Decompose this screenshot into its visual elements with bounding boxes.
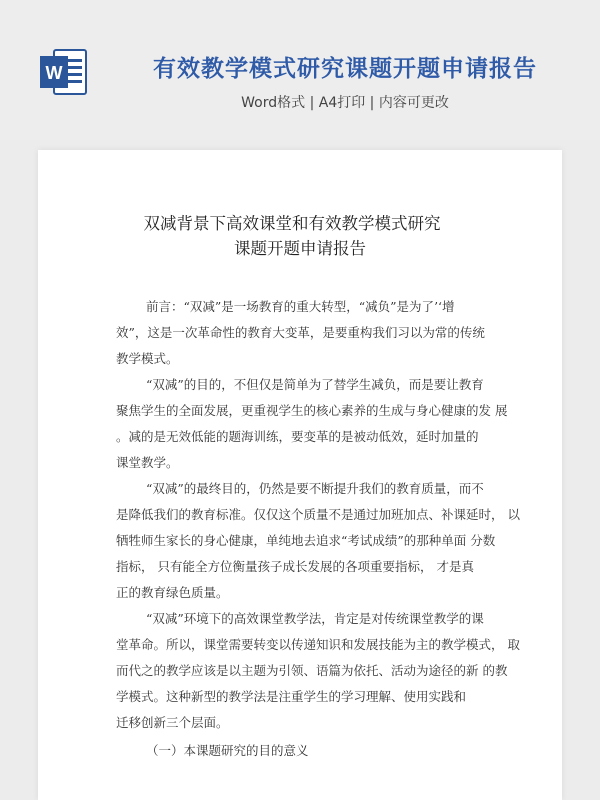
- document-title-line-1: 双减背景下高效课堂和有效教学模式研究: [143, 214, 441, 233]
- document-title-line-2: 课题开题申请报告: [234, 239, 366, 258]
- body-line: “双减”的最终目的，仍然是要不断提升我们的教育质量，而不: [146, 481, 484, 496]
- body-line: 效”，这是一次革命性的教育大变革，是要重构我们习以为常的传统: [116, 325, 485, 340]
- body-line: 正的教育绿色质量。: [116, 585, 229, 600]
- body-line: 迁移创新三个层面。: [116, 715, 229, 730]
- body-line: 而代之的教学应该是以主题为引领、语篇为依托、活动为途径的新 的教: [116, 663, 508, 678]
- body-line: 是降低我们的教育标准。仅仅这个质量不是通过加班加点、补课延时， 以: [116, 507, 520, 522]
- header-banner: [0, 0, 600, 140]
- body-line: 学模式。这种新型的教学法是注重学生的学习理解、使用实践和: [116, 689, 467, 704]
- body-line: 指标， 只有能全方位衡量孩子成长发展的各项重要指标， 才是真: [116, 559, 474, 574]
- document-page: [38, 150, 562, 800]
- banner-title: 有效教学模式研究课题开题申请报告: [153, 56, 537, 82]
- body-line: 。减的是无效低能的题海训练，要变革的是被动低效，延时加量的: [116, 429, 479, 444]
- body-line: “双减”环境下的高效课堂教学法，肯定是对传统课堂教学的课: [146, 611, 484, 626]
- banner-subtitle: Word格式 | A4打印 | 内容可更改: [241, 95, 449, 111]
- section-heading: （一）本课题研究的目的意义: [146, 743, 309, 758]
- body-line: 前言：“双减”是一场教育的重大转型，“减负”是为了’‘增: [146, 299, 455, 314]
- svg-text:W: W: [45, 63, 63, 83]
- body-line: 教学模式。: [116, 351, 179, 366]
- body-line: 聚焦学生的全面发展，更重视学生的核心素养的生成与身心健康的发 展: [116, 403, 508, 418]
- word-icon: [40, 47, 88, 97]
- body-line: 课堂教学。: [116, 455, 179, 470]
- body-line: “双减”的目的，不但仅是简单为了替学生减负，而是要让教育: [146, 377, 484, 392]
- body-line: 牺牲师生家长的身心健康，单纯地去追求“考试成绩”的那种单面 分数: [116, 533, 496, 548]
- body-line: 堂革命。所以，课堂需要转变以传递知识和发展技能为主的教学模式， 取: [116, 637, 520, 652]
